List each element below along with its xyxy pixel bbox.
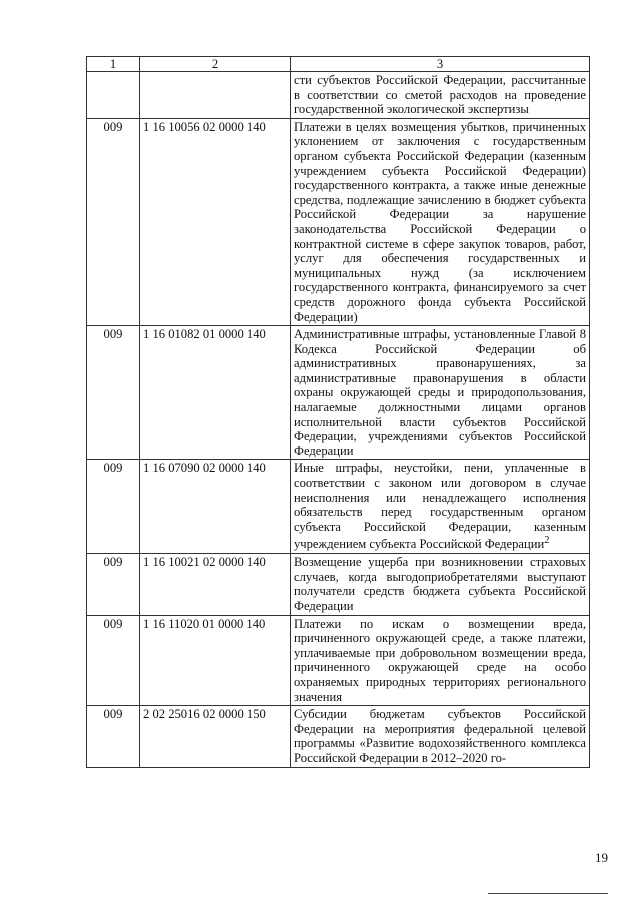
revenue-code: 1 16 01082 01 0000 140 bbox=[140, 326, 291, 460]
footnote-divider bbox=[488, 893, 608, 894]
revenue-description: Возмещение ущерба при возникновении страховых случаев, когда выгодоприобретателями выступают получатели средств бюджета субъекта Российской Федерации bbox=[291, 554, 590, 615]
table-row bbox=[87, 460, 590, 554]
table-row bbox=[87, 706, 590, 767]
cell-empty bbox=[87, 72, 140, 119]
admin-code: 009 bbox=[87, 460, 140, 554]
revenue-description: Платежи по искам о возмещении вреда, причиненного окружающей среде, а также платежи, уплачиваемые при добровольном возмещении вреда, причиненного окружающей среде на особо охраняемых природных территориях регионального значения bbox=[291, 615, 590, 706]
header-col-1: 1 bbox=[87, 57, 140, 72]
description-text: Иные штрафы, неустойки, пени, уплаченные в соответствии с законом или договором в случае неисполнения или ненадлежащего исполнения обязательств перед государственным органом субъекта Российской Федерации, казенным учреждением субъекта Российской Федерации bbox=[294, 461, 586, 552]
continuation-text: сти субъектов Российской Федерации, рассчитанные в соответствии со сметой расходов на проведение государственной экологической экспертизы bbox=[291, 72, 590, 119]
revenue-description: Платежи в целях возмещения убытков, причиненных уклонением от заключения с государственным органом субъекта Российской Федерации (казенным учреждением субъекта Российской Федерации) государственного контракта, а также иные денежные средства, подлежащие зачислению в бюджет субъекта Российской Федерации за нарушение законодательства Российской Федерации о контрактной системе в сфере закупок товаров, работ, услуг для обеспечения государственных и муниципальных нужд (за исключением государственного контракта, финансируемого за счет средств дорожного фонда субъекта Российской Федерации) bbox=[291, 118, 590, 325]
revenue-code: 1 16 10021 02 0000 140 bbox=[140, 554, 291, 615]
table-row bbox=[87, 118, 590, 325]
revenue-code: 1 16 10056 02 0000 140 bbox=[140, 118, 291, 325]
revenue-code: 1 16 07090 02 0000 140 bbox=[140, 460, 291, 554]
header-col-2: 2 bbox=[140, 57, 291, 72]
admin-code: 009 bbox=[87, 554, 140, 615]
cell-empty bbox=[140, 72, 291, 119]
revenue-description bbox=[291, 460, 590, 554]
header-col-3: 3 bbox=[291, 57, 590, 72]
revenue-codes-table bbox=[86, 56, 590, 768]
revenue-code: 1 16 11020 01 0000 140 bbox=[140, 615, 291, 706]
admin-code: 009 bbox=[87, 706, 140, 767]
admin-code: 009 bbox=[87, 615, 140, 706]
revenue-code: 2 02 25016 02 0000 150 bbox=[140, 706, 291, 767]
admin-code: 009 bbox=[87, 118, 140, 325]
admin-code: 009 bbox=[87, 326, 140, 460]
table-row-continuation bbox=[87, 72, 590, 119]
table-row bbox=[87, 326, 590, 460]
table-row bbox=[87, 554, 590, 615]
table-row bbox=[87, 615, 590, 706]
page-number: 19 bbox=[595, 850, 608, 865]
footnote-ref: 2 bbox=[544, 535, 550, 547]
revenue-description: Субсидии бюджетам субъектов Российской Федерации на мероприятия федеральной целевой программы «Развитие водохозяйственного комплекса Российской Федерации в 2012–2020 го- bbox=[291, 706, 590, 767]
revenue-description: Административные штрафы, установленные Главой 8 Кодекса Российской Федерации об административных правонарушениях, за административные правонарушения в области охраны окружающей среды и природопользования, налагаемые должностными лицами органов исполнительной власти субъектов Российской Федерации, учреждениями субъектов Российской Федерации bbox=[291, 326, 590, 460]
table-header-row bbox=[87, 57, 590, 72]
